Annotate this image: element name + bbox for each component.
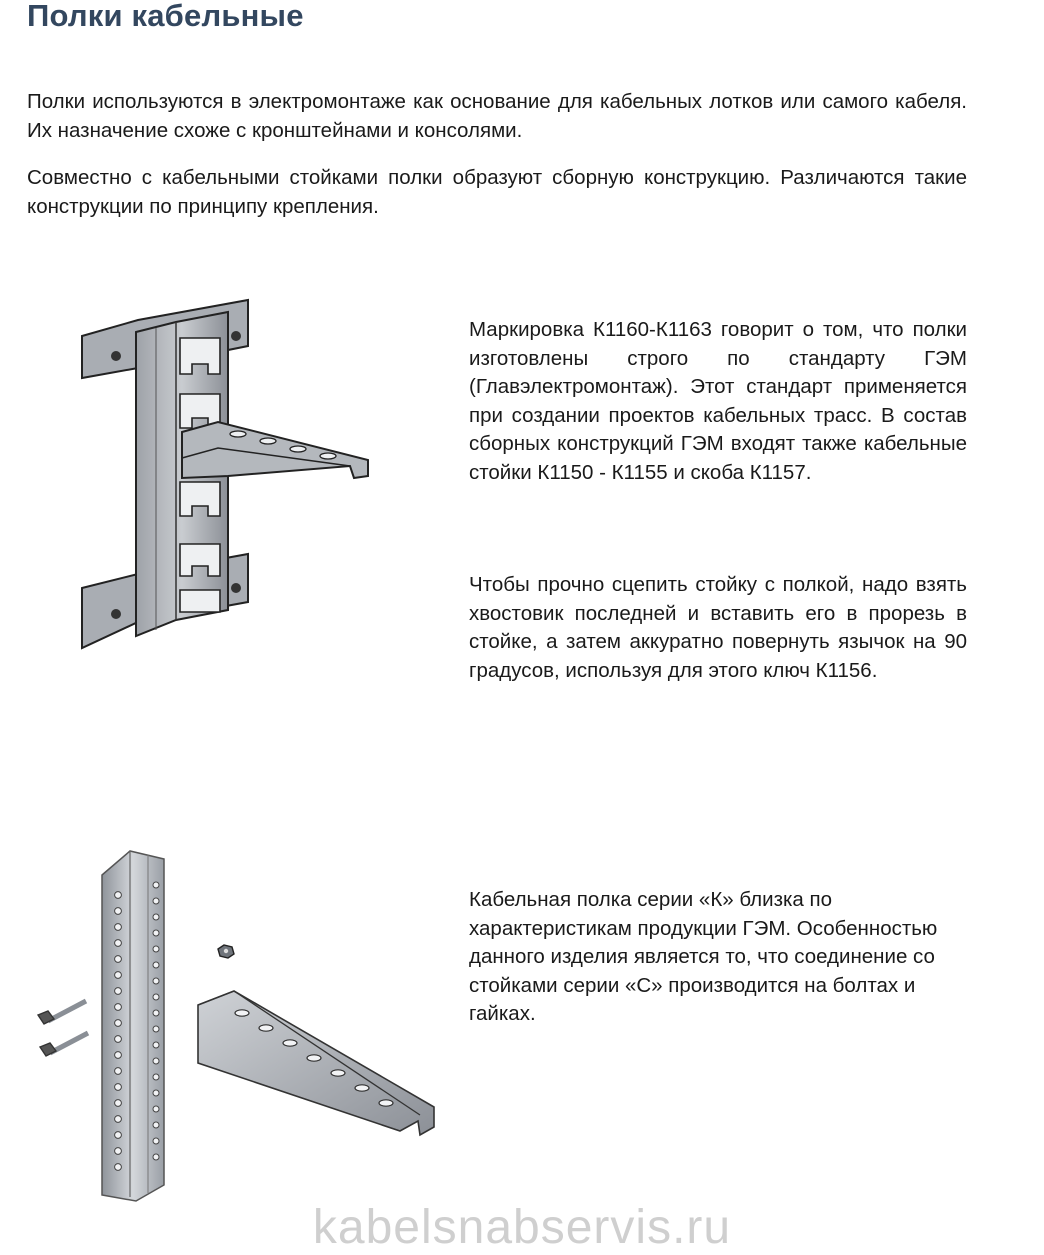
k-series-shelf-illustration [30,845,450,1210]
intro-paragraph-1: Полки используются в электромонтаже как основание для кабельных лотков или самого кабеля. Их назначение схоже с кронштейнами и консолями. [27,90,967,142]
section1-paragraph-1: Маркировка К1160-К1163 говорит о том, что полки изготовлены строго по стандарту ГЭМ (Главэлектромонтаж). Этот стандарт применяется при создании проектов кабельных трасс. В состав сборных конструкций ГЭМ входят также кабельные стойки К1150 - К1155 и скоба К1157. [469,318,967,484]
page-title: Полки кабельные [27,0,304,33]
intro-paragraph-2: Совместно с кабельными стойками полки образуют сборную конструкцию. Различаются такие конструкции по принципу крепления. [27,166,967,218]
section1-paragraph-2: Чтобы прочно сцепить стойку с полкой, надо взять хвостовик последней и вставить его в прорезь в стойке, а затем аккуратно повернуть язычок на 90 градусов, используя для этого ключ К1156. [469,573,967,682]
section2-paragraph-1: Кабельная полка серии «К» близка по характеристикам продукции ГЭМ. Особенностью данного изделия является то, что соединение со стойками серии «С» производится на болтах и гайках. [469,888,938,1025]
watermark: kabelsnabservis.ru [312,1201,732,1254]
rack-with-shelf-illustration [78,298,374,658]
